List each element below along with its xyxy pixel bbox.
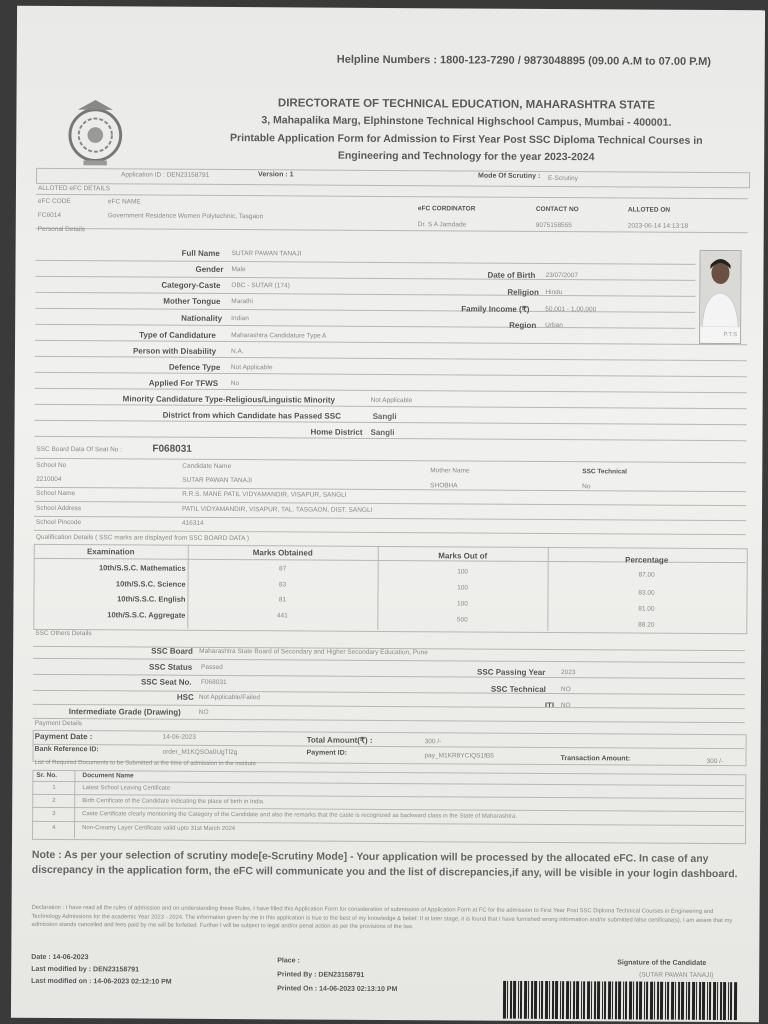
footer-modified-on: Last modified on : 14-06-2023 02:12:10 PM bbox=[31, 977, 172, 986]
header-title: DIRECTORATE OF TECHNICAL EDUCATION, MAHARASHTRA STATE bbox=[277, 97, 656, 112]
efc-name: Government Residence Women Polytechnic, Tasgaon bbox=[107, 212, 264, 221]
barcode-bar bbox=[602, 981, 603, 1019]
defence-label: Defence Type bbox=[168, 362, 221, 372]
marks-row-obtained: 83 bbox=[278, 581, 287, 589]
drawing-label: Intermediate Grade (Drawing) bbox=[68, 707, 181, 717]
total-amount: 300 /- bbox=[424, 738, 442, 746]
footer-place: Place : bbox=[277, 957, 300, 965]
helpline-text: Helpline Numbers : 1800-123-7290 / 9873048895 (09.00 A.M to 07.00 P.M) bbox=[336, 53, 712, 68]
category-label: Category-Caste bbox=[161, 280, 221, 290]
barcode-bar bbox=[713, 982, 716, 1020]
dob-label: Date of Birth bbox=[487, 270, 536, 280]
candidate-photo-image bbox=[700, 251, 740, 327]
barcode-bar bbox=[644, 982, 645, 1020]
barcode-bar bbox=[545, 981, 548, 1019]
barcode-bar bbox=[730, 982, 732, 1020]
iti: NO bbox=[560, 702, 571, 710]
iti-label: ITI bbox=[544, 700, 555, 711]
barcode-bar bbox=[570, 981, 571, 1019]
documents-section-title: List of Required Documents to be Submitted at the time of admission in the institute bbox=[34, 759, 256, 768]
barcode-bar bbox=[594, 981, 596, 1019]
barcode-bar bbox=[657, 982, 659, 1020]
marks-header-obtained: Marks Obtained bbox=[252, 548, 313, 558]
mother-tongue-label: Mother Tongue bbox=[163, 296, 221, 306]
footer-modified-by: Last modified by : DEN23158791 bbox=[31, 965, 139, 974]
barcode-bar bbox=[665, 982, 666, 1020]
signature-label: Signature of the Candidate bbox=[617, 959, 707, 967]
barcode-bar bbox=[507, 981, 508, 1019]
mother-name-label: Mother Name bbox=[430, 467, 470, 475]
bank-reference-label: Bank Reference ID: bbox=[34, 745, 99, 754]
candidate-name-label: Candidate Name bbox=[182, 462, 232, 471]
school-address: PATIL VIDYAMANDIR, VISAPUR, TAL. TASGAON, DIST. SANGLI bbox=[182, 505, 373, 514]
barcode-bar bbox=[667, 982, 669, 1020]
personal-section-title: Personal Details bbox=[37, 225, 86, 234]
document-sr: 1 bbox=[52, 784, 56, 791]
barcode-bar bbox=[734, 982, 737, 1020]
payment-date-label: Payment Date : bbox=[34, 731, 93, 742]
religion: Hindu bbox=[545, 288, 563, 297]
barcode-bar bbox=[629, 981, 632, 1019]
barcode-bar bbox=[513, 981, 516, 1019]
barcode-bar bbox=[555, 981, 558, 1019]
efc-code: FC6014 bbox=[37, 211, 61, 219]
full-name-label: Full Name bbox=[181, 248, 220, 258]
transaction-amount-label: Transaction Amount: bbox=[560, 755, 631, 763]
family-income: 50,001 - 1,00,000 bbox=[545, 305, 597, 314]
barcode-bar bbox=[612, 981, 613, 1019]
school-name-label: School Name bbox=[36, 489, 76, 498]
barcode-bar bbox=[503, 981, 506, 1019]
barcode-bar bbox=[702, 982, 705, 1020]
barcode-bar bbox=[562, 981, 564, 1019]
marks-row-exam: 10th/S.S.C. Mathematics bbox=[98, 563, 186, 573]
scrutiny-mode-value: E-Scrutiny bbox=[548, 174, 579, 183]
bank-reference: order_M1KQSOa0UgTl2g bbox=[162, 748, 238, 757]
barcode-bar bbox=[723, 982, 726, 1020]
marks-row-percentage: 83.00 bbox=[638, 589, 655, 597]
candidate-photo bbox=[699, 250, 742, 344]
dte-emblem-logo bbox=[56, 92, 134, 170]
minority-label: Minority Candidature Type-Religious/Linguistic Minority bbox=[122, 394, 336, 405]
ssc-board-label: SSC Board bbox=[151, 646, 193, 656]
gender-label: Gender bbox=[195, 264, 224, 274]
marks-row-obtained: 441 bbox=[276, 612, 288, 620]
barcode-bar bbox=[720, 982, 722, 1020]
footer-printed-by: Printed By : DEN23158791 bbox=[277, 971, 365, 979]
barcode-bar bbox=[696, 982, 697, 1020]
payment-date: 14-06-2023 bbox=[162, 733, 196, 741]
signature-name: (SUTAR PAWAN TANAJI) bbox=[639, 971, 714, 979]
transaction-amount: 300 /- bbox=[706, 757, 724, 766]
application-version: Version : 1 bbox=[258, 171, 294, 179]
barcode bbox=[501, 981, 741, 1020]
payment-section-title: Payment Details bbox=[34, 719, 83, 728]
efc-coordinator-label: eFC CORDINATOR bbox=[417, 205, 476, 213]
scrutiny-note: Note : As per your selection of scrutiny mode[e-Scrutiny Mode] - Your application will be processed by the allocated eFC. In case of any discrepancy in the application form, the eFC will communicate you and the list of discrepancies,if any, will be visible in your login dashboard. bbox=[31, 848, 738, 881]
mother-name: SHOBHA bbox=[430, 482, 458, 490]
school-address-label: School Address bbox=[36, 504, 82, 513]
qualification-section-title: Qualification Details ( SSC marks are displayed from SSC BOARD DATA ) bbox=[35, 533, 250, 543]
barcode-bar bbox=[541, 981, 543, 1019]
barcode-bar bbox=[692, 982, 695, 1020]
ssc-seat-no-label: SSC Seat No. bbox=[140, 677, 192, 687]
disability: N.A. bbox=[230, 348, 244, 356]
ssc-district: Sangli bbox=[372, 411, 397, 422]
marks-row-exam: 10th/S.S.C. Aggregate bbox=[107, 610, 186, 620]
barcode-bar bbox=[583, 981, 585, 1019]
drawing: NO bbox=[198, 708, 209, 716]
document-name: Birth Certificate of the Candidate indicating the place of birth in India. bbox=[82, 798, 265, 806]
document-sr: 3 bbox=[52, 810, 56, 817]
document-sr: 4 bbox=[52, 824, 56, 831]
marks-row-exam: 10th/S.S.C. Science bbox=[115, 579, 186, 589]
barcode-bar bbox=[709, 982, 711, 1020]
barcode-bar bbox=[646, 982, 648, 1020]
barcode-bar bbox=[707, 982, 708, 1020]
efc-code-label: eFC CODE bbox=[37, 197, 71, 206]
barcode-bar bbox=[671, 982, 674, 1020]
barcode-bar bbox=[686, 982, 687, 1020]
nationality-label: Nationality bbox=[181, 313, 223, 323]
ssc-technical-label: SSC Technical bbox=[582, 468, 627, 476]
barcode-bar bbox=[699, 982, 701, 1020]
marks-header-exam: Examination bbox=[86, 547, 135, 557]
barcode-bar bbox=[728, 982, 729, 1020]
barcode-bar bbox=[615, 981, 617, 1019]
documents-name-header: Document Name bbox=[82, 772, 134, 780]
defence: Not Applicable bbox=[230, 364, 273, 372]
barcode-bar bbox=[717, 982, 718, 1020]
efc-coordinator: Dr. S A Jamdade bbox=[417, 221, 467, 229]
efc-contact: 9075158555 bbox=[535, 221, 572, 230]
application-form-page bbox=[11, 6, 765, 1023]
ssc-technical: No bbox=[582, 483, 591, 491]
school-pincode: 416314 bbox=[181, 519, 204, 527]
gender: Male bbox=[231, 266, 246, 274]
barcode-bar bbox=[675, 982, 676, 1020]
barcode-bar bbox=[549, 981, 550, 1019]
ssc-others-section-title: SSC Others Details bbox=[35, 629, 92, 638]
barcode-bar bbox=[591, 981, 592, 1019]
declaration-text: Declaration : I have read all the rules of admission and on understanding these Rules, I have filled this Application Form for consideration of submission of Application Form at FC for the admission to First Year Post SSC Diploma Technical Courses in Engineering and Technology Admissions for the academic Year 2023 - 2024. The information given by me in this application is true to the best of my knowledge & belief. If at later stage, it is found that I have furnished wrong information and/or submitted false certificate(s), I am aware that my admission stands cancelled and fees paid by me will be forfeited. Further I will be subject to legal and/or penal action as per the provisions of the law. bbox=[31, 904, 733, 931]
home-district-label: Home District bbox=[310, 427, 363, 437]
ssc-district-label: District from which Candidate has Passed SSC bbox=[162, 410, 341, 421]
header-address: 3, Mahapalika Marg, Elphinstone Technical Highschool Campus, Mumbai - 400001. bbox=[261, 114, 672, 129]
minority: Not Applicable bbox=[370, 396, 413, 405]
region-label: Region bbox=[509, 320, 537, 330]
barcode-bar bbox=[573, 981, 575, 1019]
ssc-seat-label: SSC Board Data Of Seat No : bbox=[36, 445, 123, 454]
home-district: Sangli bbox=[370, 427, 395, 438]
dob: 23/07/2007 bbox=[545, 271, 579, 280]
efc-allotted-on: 2023-06-14 14:13:18 bbox=[627, 222, 689, 230]
ssc-seat: F068031 bbox=[152, 443, 192, 455]
ssc-board: Maharashtra State Board of Secondary and Higher Secondary Education, Pune bbox=[199, 647, 428, 657]
candidature-label: Type of Candidature bbox=[139, 330, 216, 340]
ssc-status-label: SSC Status bbox=[149, 662, 193, 672]
document-name: Caste Certificate clearly mentioning the Category of the Candidate and also the remarks that the caste is recognized as backward class in the State of Maharashtra. bbox=[82, 811, 518, 820]
marks-header-outof: Marks Out of bbox=[438, 551, 488, 561]
mother-tongue: Marathi bbox=[231, 298, 254, 306]
tfws-label: Applied For TFWS bbox=[148, 378, 219, 388]
ssc-seat-no: F068031 bbox=[200, 678, 227, 687]
religion-label: Religion bbox=[507, 287, 539, 297]
ssc-passing-year: 2023 bbox=[561, 669, 576, 677]
marks-row-exam: 10th/S.S.C. English bbox=[117, 594, 186, 604]
barcode-bar bbox=[510, 981, 512, 1019]
hsc: Not Applicable/Failed bbox=[198, 693, 260, 702]
barcode-bar bbox=[566, 981, 569, 1019]
candidature: Maharashtra Candidature Type A bbox=[231, 332, 327, 340]
ssc-technical2: NO bbox=[560, 686, 571, 694]
barcode-bar bbox=[518, 981, 519, 1019]
marks-row-obtained: 87 bbox=[279, 565, 287, 573]
nationality: Indian bbox=[231, 315, 249, 323]
total-amount-label: Total Amount(₹) : bbox=[306, 735, 373, 745]
barcode-bar bbox=[660, 982, 663, 1020]
barcode-bar bbox=[688, 982, 690, 1020]
barcode-bar bbox=[604, 981, 606, 1019]
documents-sr-header: Sr. No. bbox=[36, 771, 58, 779]
barcode-bar bbox=[531, 981, 533, 1019]
barcode-bar bbox=[552, 981, 554, 1019]
efc-contact-label: CONTACT NO bbox=[535, 205, 579, 214]
marks-row-percentage: 87.00 bbox=[638, 571, 655, 579]
marks-row-percentage: 88.20 bbox=[638, 621, 655, 629]
document-sr: 2 bbox=[52, 797, 56, 804]
marks-row-outof: 500 bbox=[456, 616, 468, 624]
school-no-label: School No bbox=[36, 461, 67, 470]
barcode-bar bbox=[633, 982, 634, 1020]
header-form-title: Printable Application Form for Admission to First Year Post SSC Diploma Technical Courses in bbox=[229, 132, 703, 147]
family-income-label: Family Income (₹) bbox=[461, 304, 530, 314]
marks-row-obtained: 81 bbox=[278, 596, 287, 604]
candidate-name: SUTAR PAWAN TANAJI bbox=[182, 476, 253, 485]
document-name: Latest School Leaving Certificate bbox=[82, 785, 171, 792]
school-no: 2210004 bbox=[36, 475, 62, 484]
disability-label: Person with Disability bbox=[132, 346, 217, 356]
footer-date: Date : 14-06-2023 bbox=[31, 953, 89, 962]
region: Urban bbox=[545, 321, 563, 330]
ssc-passing-year-label: SSC Passing Year bbox=[477, 667, 546, 677]
hsc-label: HSC bbox=[176, 692, 194, 702]
ssc-status: Passed bbox=[201, 663, 223, 671]
marks-row-outof: 100 bbox=[456, 600, 468, 608]
ssc-technical2-label: SSC Technical bbox=[490, 684, 546, 694]
barcode-bar bbox=[618, 981, 621, 1019]
marks-header-percentage: Percentage bbox=[625, 555, 669, 565]
barcode-bar bbox=[654, 982, 655, 1020]
barcode-bar bbox=[524, 981, 527, 1019]
full-name: SUTAR PAWAN TANAJI bbox=[231, 250, 302, 258]
barcode-bar bbox=[636, 982, 638, 1020]
header-form-year: Engineering and Technology for the year 2023-2024 bbox=[337, 149, 595, 164]
marks-row-outof: 100 bbox=[457, 584, 468, 592]
barcode-bar bbox=[608, 981, 611, 1019]
barcode-bar bbox=[576, 981, 579, 1019]
barcode-bar bbox=[534, 981, 537, 1019]
tfws: No bbox=[230, 380, 240, 388]
barcode-bar bbox=[520, 981, 522, 1019]
barcode-bar bbox=[678, 982, 680, 1020]
payment-id: pay_M1KR8YCIQS1fB5 bbox=[424, 752, 494, 760]
scrutiny-mode-label: Mode Of Scrutiny : bbox=[478, 172, 541, 180]
barcode-bar bbox=[623, 981, 624, 1019]
efc-allotted-label: ALLOTED ON bbox=[627, 206, 671, 214]
application-id: Application ID : DEN23158791 bbox=[121, 171, 210, 179]
barcode-bar bbox=[650, 982, 653, 1020]
marks-row-percentage: 81.00 bbox=[638, 605, 655, 613]
photo-caption: P.T.S bbox=[723, 332, 738, 339]
barcode-bar bbox=[539, 981, 540, 1019]
barcode-bar bbox=[639, 982, 642, 1020]
school-name: R.R.S. MANE PATIL VIDYAMANDIR, VISAPUR, SANGLI bbox=[182, 490, 347, 499]
barcode-bar bbox=[625, 981, 627, 1019]
efc-name-label: eFC NAME bbox=[107, 198, 141, 206]
school-pincode-label: School Pincode bbox=[35, 518, 82, 527]
marks-row-outof: 100 bbox=[457, 568, 469, 576]
barcode-bar bbox=[681, 982, 684, 1020]
barcode-bar bbox=[560, 981, 561, 1019]
document-name: Non-Creamy Layer Certificate valid upto 31st March 2024 bbox=[82, 825, 236, 833]
category: OBC - SUTAR (174) bbox=[231, 282, 290, 290]
payment-id-label: Payment ID: bbox=[306, 749, 348, 757]
efc-section-title: ALLOTED eFC DETAILS bbox=[37, 184, 111, 193]
barcode-bar bbox=[587, 981, 590, 1019]
barcode-bar bbox=[581, 981, 582, 1019]
barcode-bar bbox=[597, 981, 600, 1019]
barcode-bar bbox=[528, 981, 529, 1019]
footer-printed-on: Printed On : 14-06-2023 02:13:10 PM bbox=[277, 985, 398, 994]
